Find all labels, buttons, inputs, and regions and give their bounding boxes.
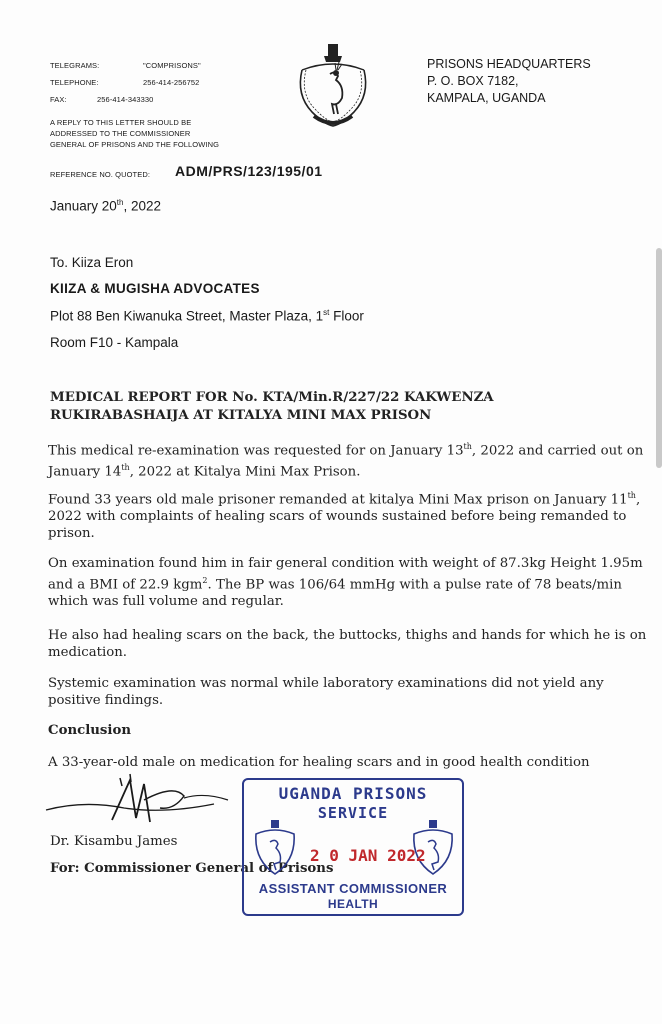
telephone-label: TELEPHONE: xyxy=(50,78,99,87)
reply-line-1: A REPLY TO THIS LETTER SHOULD BE xyxy=(50,118,192,127)
recipient-room: Room F10 - Kampala xyxy=(50,335,179,350)
address-line-1: PRISONS HEADQUARTERS xyxy=(427,57,591,71)
stamp-crane-emblem-icon xyxy=(252,820,298,878)
signatory-name: Dr. Kisambu James xyxy=(50,834,178,849)
stamp-line-1: UGANDA PRISONS xyxy=(278,784,428,803)
stamp-line-4: HEALTH xyxy=(327,897,379,911)
reference-number: ADM/PRS/123/195/01 xyxy=(175,163,323,179)
reference-label: REFERENCE NO. QUOTED: xyxy=(50,170,151,179)
paragraph-5: Systemic examination was normal while laboratory examinations did not yield any positive findings. xyxy=(48,676,604,708)
conclusion-text: A 33-year-old male on medication for healing scars and in good health condition xyxy=(48,755,590,770)
subject-line-2: RUKIRABASHAIJA AT KITALYA MINI MAX PRISON xyxy=(50,408,432,423)
subject-line-1: MEDICAL REPORT FOR No. KTA/Min.R/227/22 KAKWENZA xyxy=(50,390,494,405)
telegrams-value: "COMPRISONS" xyxy=(143,61,201,70)
paragraph-1: This medical re-examination was requested for on January 13th, 2022 and carried out on January 14th, 2022 at Kitalya Mini Max Prison. xyxy=(48,442,644,480)
address-line-3: KAMPALA, UGANDA xyxy=(427,91,546,105)
signatory-for-line: For: Commissioner General of Prisons xyxy=(50,861,334,876)
stamp-line-2: SERVICE xyxy=(317,804,389,822)
conclusion-heading: Conclusion xyxy=(48,723,132,738)
recipient-address: Plot 88 Ben Kiwanuka Street, Master Plaza, 1st Floor xyxy=(50,308,364,324)
paragraph-2: Found 33 years old male prisoner remanded at kitalya Mini Max prison on January 11th, 2022 with complaints of healing scars of wounds sustained before being remanded to prison. xyxy=(48,491,641,542)
letter-date: January 20th, 2022 xyxy=(50,198,162,214)
telephone-value: 256-414-256752 xyxy=(143,78,200,87)
official-stamp xyxy=(242,778,464,916)
fax-value: 256-414-343330 xyxy=(97,95,154,104)
scrollbar[interactable] xyxy=(656,248,662,468)
fax-label: FAX: xyxy=(50,95,67,104)
prisons-emblem-icon xyxy=(292,40,374,130)
reply-line-2: ADDRESSED TO THE COMMISSIONER xyxy=(50,129,191,138)
paragraph-4: He also had healing scars on the back, the buttocks, thighs and hands for which he is on medication. xyxy=(48,628,647,660)
stamp-line-3: ASSISTANT COMMISSIONER xyxy=(258,881,448,896)
handwritten-signature xyxy=(44,770,234,828)
reply-line-3: GENERAL OF PRISONS AND THE FOLLOWING xyxy=(50,140,220,149)
telegrams-label: TELEGRAMS: xyxy=(50,61,100,70)
address-line-2: P. O. BOX 7182, xyxy=(427,74,519,88)
recipient-name: To. Kiiza Eron xyxy=(50,255,134,270)
stamp-date: 2 0 JAN 2022 xyxy=(310,846,426,865)
paragraph-3: On examination found him in fair general condition with weight of 87.3kg Height 1.95m and a BMI of 22.9 kgm$^2$. The BP was 106/64 mmHg with a pulse rate of 78 beats/min which was full volume and regular. xyxy=(48,556,643,610)
recipient-firm: KIIZA & MUGISHA ADVOCATES xyxy=(50,281,260,296)
